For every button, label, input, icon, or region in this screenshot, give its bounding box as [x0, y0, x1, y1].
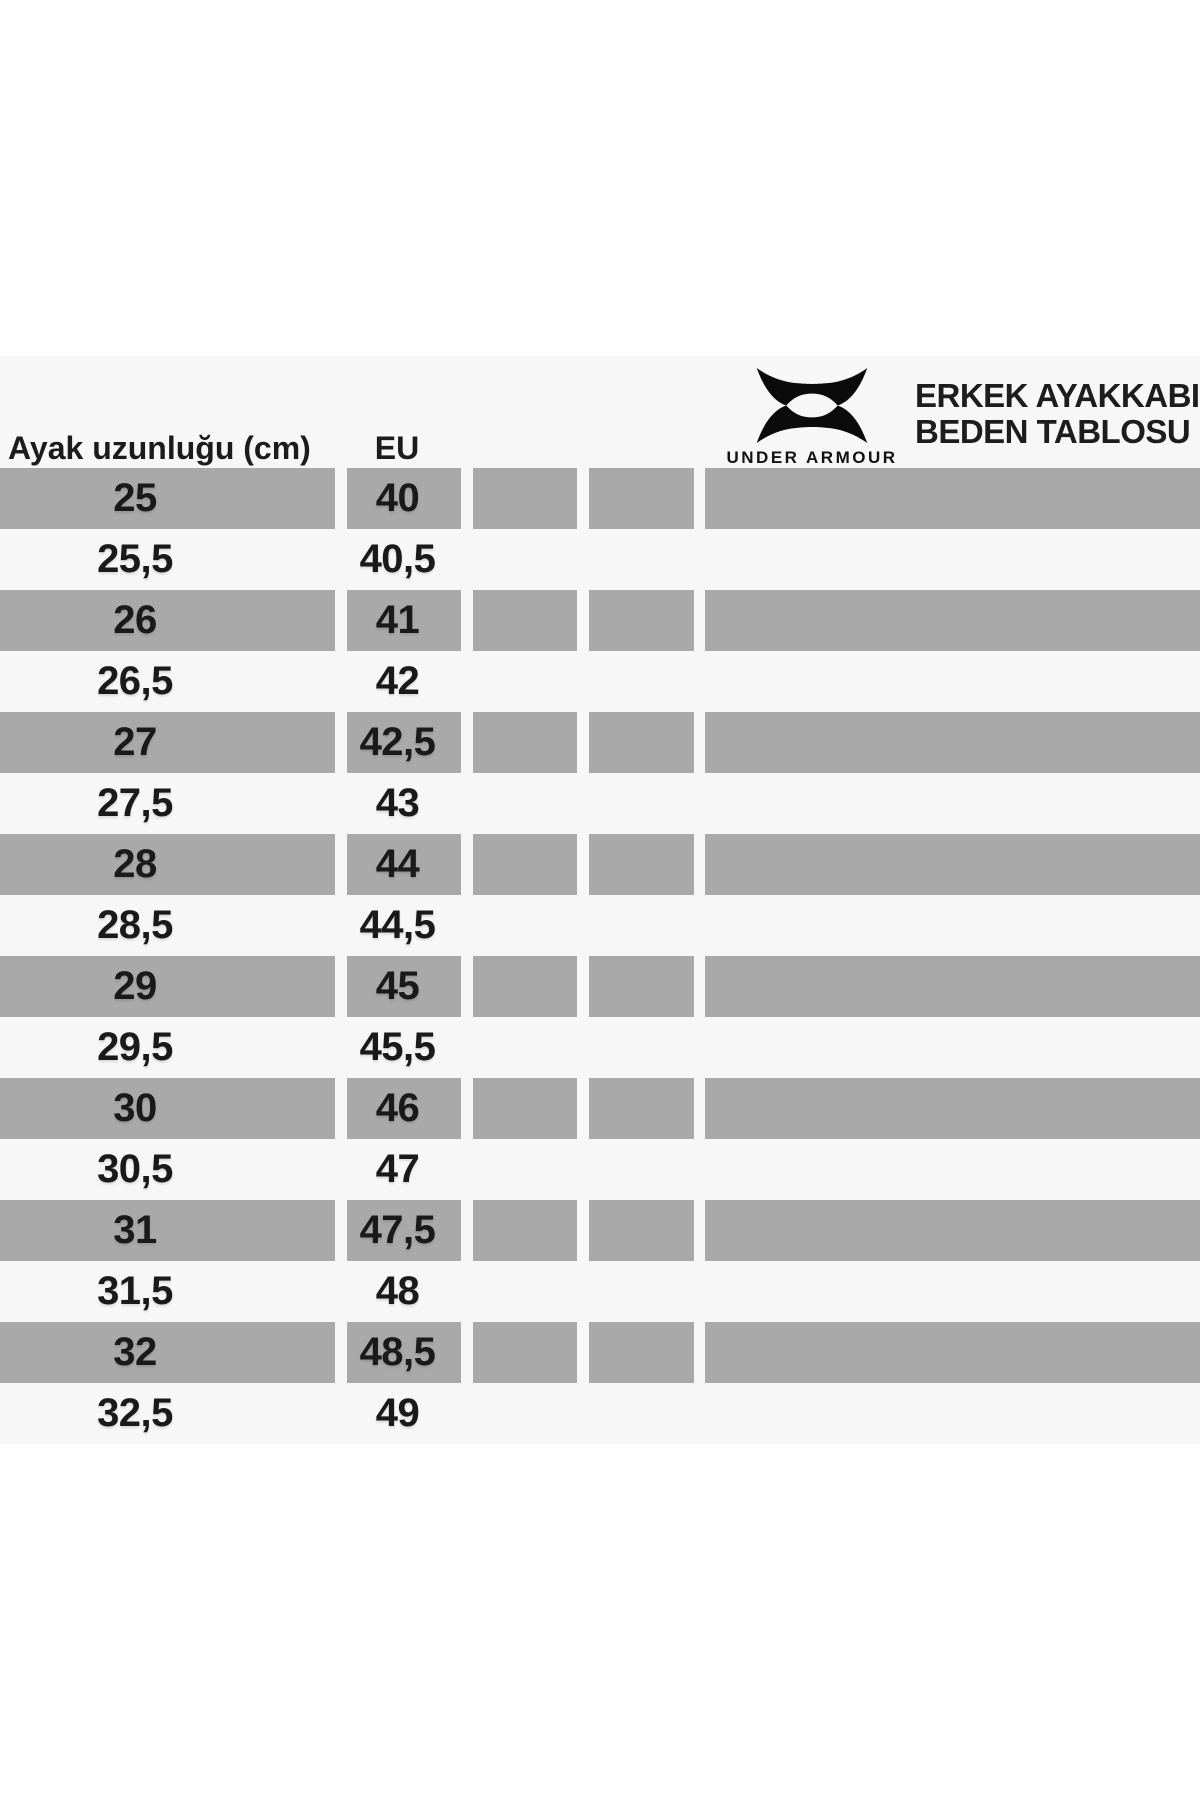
empty-cell	[473, 895, 577, 956]
empty-cell	[589, 1261, 694, 1322]
empty-cell	[705, 773, 1200, 834]
eu-value: 40,5	[359, 537, 436, 581]
table-row	[0, 1383, 1200, 1444]
column-divider	[694, 773, 705, 834]
column-divider	[694, 1200, 705, 1261]
empty-cell	[705, 712, 1200, 773]
empty-cell	[705, 1261, 1200, 1322]
column-divider	[694, 834, 705, 895]
column-divider	[694, 1322, 705, 1383]
empty-cell	[473, 1322, 577, 1383]
table-row	[0, 468, 1200, 529]
empty-cell	[589, 895, 694, 956]
eu-value: 47	[375, 1147, 420, 1191]
empty-cell	[589, 1078, 694, 1139]
brand-wordmark: UNDER ARMOUR	[726, 448, 898, 467]
empty-cell	[589, 712, 694, 773]
empty-cell	[705, 956, 1200, 1017]
cm-value: 31,5	[97, 1269, 173, 1313]
table-row	[0, 834, 1200, 895]
column-divider	[335, 1261, 347, 1322]
table-row	[0, 529, 1200, 590]
eu-value: 45,5	[359, 1025, 436, 1069]
column-divider	[577, 834, 589, 895]
column-divider	[461, 651, 473, 712]
chart-title-line1: ERKEK AYAKKABI	[915, 377, 1200, 414]
cm-value: 26,5	[97, 659, 173, 703]
column-divider	[694, 1017, 705, 1078]
empty-cell	[589, 956, 694, 1017]
column-divider	[461, 1261, 473, 1322]
size-rows	[0, 468, 1200, 1444]
table-row	[0, 895, 1200, 956]
column-divider	[577, 773, 589, 834]
column-divider	[461, 956, 473, 1017]
eu-value: 45	[347, 956, 461, 1017]
column-divider	[335, 1017, 347, 1078]
empty-cell	[705, 529, 1200, 590]
cm-value: 27	[0, 712, 335, 773]
cm-value: 30,5	[97, 1147, 173, 1191]
table-row	[0, 1200, 1200, 1261]
eu-value: 48,5	[347, 1322, 461, 1383]
column-divider	[335, 712, 347, 773]
column-divider	[577, 529, 589, 590]
size-chart-panel	[0, 356, 1200, 1444]
column-headers	[0, 430, 1200, 466]
column-divider	[461, 1017, 473, 1078]
empty-cell	[705, 1139, 1200, 1200]
table-row	[0, 712, 1200, 773]
column-header-eu: EU	[374, 430, 420, 466]
column-divider	[577, 1261, 589, 1322]
column-divider	[577, 651, 589, 712]
column-divider	[461, 895, 473, 956]
column-divider	[577, 895, 589, 956]
column-divider	[577, 468, 589, 529]
cm-value: 28,5	[97, 903, 173, 947]
column-divider	[694, 651, 705, 712]
column-divider	[577, 1383, 589, 1444]
cm-value: 31	[0, 1200, 335, 1261]
column-divider	[335, 1200, 347, 1261]
table-row	[0, 590, 1200, 651]
empty-cell	[589, 529, 694, 590]
empty-cell	[473, 956, 577, 1017]
column-header-foot-length: Ayak uzunluğu (cm)	[8, 430, 311, 466]
empty-cell	[589, 1017, 694, 1078]
column-divider	[461, 590, 473, 651]
column-divider	[577, 590, 589, 651]
empty-cell	[589, 834, 694, 895]
empty-cell	[589, 590, 694, 651]
empty-cell	[473, 1200, 577, 1261]
column-divider	[694, 1078, 705, 1139]
column-divider	[577, 956, 589, 1017]
table-row	[0, 1139, 1200, 1200]
chart-title-line2: BEDEN TABLOSU	[915, 413, 1191, 450]
column-divider	[694, 590, 705, 651]
empty-cell	[589, 468, 694, 529]
column-divider	[335, 1139, 347, 1200]
column-divider	[694, 529, 705, 590]
table-row	[0, 651, 1200, 712]
empty-cell	[705, 651, 1200, 712]
column-divider	[335, 468, 347, 529]
column-divider	[461, 1322, 473, 1383]
cm-value: 25	[0, 468, 335, 529]
table-row	[0, 1322, 1200, 1383]
cm-value: 29	[0, 956, 335, 1017]
empty-cell	[589, 1322, 694, 1383]
column-divider	[335, 529, 347, 590]
eu-value: 42,5	[347, 712, 461, 773]
empty-cell	[473, 468, 577, 529]
eu-value: 41	[347, 590, 461, 651]
column-divider	[335, 590, 347, 651]
table-row	[0, 1078, 1200, 1139]
column-divider	[461, 1200, 473, 1261]
column-divider	[577, 1322, 589, 1383]
cm-value: 25,5	[97, 537, 173, 581]
column-divider	[335, 895, 347, 956]
empty-cell	[473, 1078, 577, 1139]
empty-cell	[705, 834, 1200, 895]
column-divider	[694, 1139, 705, 1200]
empty-cell	[705, 590, 1200, 651]
empty-cell	[473, 1261, 577, 1322]
column-divider	[694, 1261, 705, 1322]
cm-value: 27,5	[97, 781, 173, 825]
empty-cell	[473, 1017, 577, 1078]
empty-cell	[473, 590, 577, 651]
eu-value: 44,5	[359, 903, 436, 947]
column-divider	[461, 1383, 473, 1444]
eu-value: 40	[347, 468, 461, 529]
eu-value: 46	[347, 1078, 461, 1139]
empty-cell	[705, 468, 1200, 529]
column-divider	[335, 834, 347, 895]
empty-cell	[705, 1322, 1200, 1383]
cm-value: 30	[0, 1078, 335, 1139]
column-divider	[335, 1078, 347, 1139]
column-divider	[577, 1017, 589, 1078]
column-divider	[335, 651, 347, 712]
eu-value: 43	[375, 781, 420, 825]
column-divider	[694, 712, 705, 773]
column-divider	[577, 1139, 589, 1200]
empty-cell	[589, 1139, 694, 1200]
column-divider	[461, 712, 473, 773]
empty-cell	[473, 529, 577, 590]
column-divider	[335, 1322, 347, 1383]
cm-value: 26	[0, 590, 335, 651]
column-divider	[461, 468, 473, 529]
column-divider	[694, 895, 705, 956]
empty-cell	[473, 712, 577, 773]
empty-cell	[473, 834, 577, 895]
empty-cell	[473, 1139, 577, 1200]
table-row	[0, 1261, 1200, 1322]
eu-value: 48	[375, 1269, 420, 1313]
column-divider	[335, 956, 347, 1017]
column-divider	[461, 1078, 473, 1139]
column-divider	[461, 529, 473, 590]
cm-value: 28	[0, 834, 335, 895]
empty-cell	[589, 773, 694, 834]
empty-cell	[705, 1200, 1200, 1261]
column-divider	[461, 773, 473, 834]
empty-cell	[473, 773, 577, 834]
cm-value: 32	[0, 1322, 335, 1383]
empty-cell	[705, 895, 1200, 956]
eu-value: 44	[347, 834, 461, 895]
table-row	[0, 956, 1200, 1017]
column-divider	[335, 1383, 347, 1444]
column-divider	[335, 773, 347, 834]
empty-cell	[473, 1383, 577, 1444]
column-divider	[461, 1139, 473, 1200]
cm-value: 29,5	[97, 1025, 173, 1069]
eu-value: 42	[375, 659, 420, 703]
column-divider	[577, 712, 589, 773]
empty-cell	[589, 1383, 694, 1444]
empty-cell	[589, 1200, 694, 1261]
column-divider	[694, 1383, 705, 1444]
column-divider	[577, 1200, 589, 1261]
empty-cell	[705, 1017, 1200, 1078]
empty-cell	[705, 1078, 1200, 1139]
table-row	[0, 1017, 1200, 1078]
table-row	[0, 773, 1200, 834]
empty-cell	[473, 651, 577, 712]
empty-cell	[705, 1383, 1200, 1444]
eu-value: 49	[375, 1391, 420, 1435]
eu-value: 47,5	[347, 1200, 461, 1261]
column-divider	[694, 468, 705, 529]
cm-value: 32,5	[97, 1391, 173, 1435]
column-divider	[461, 834, 473, 895]
column-divider	[694, 956, 705, 1017]
column-divider	[577, 1078, 589, 1139]
empty-cell	[589, 651, 694, 712]
